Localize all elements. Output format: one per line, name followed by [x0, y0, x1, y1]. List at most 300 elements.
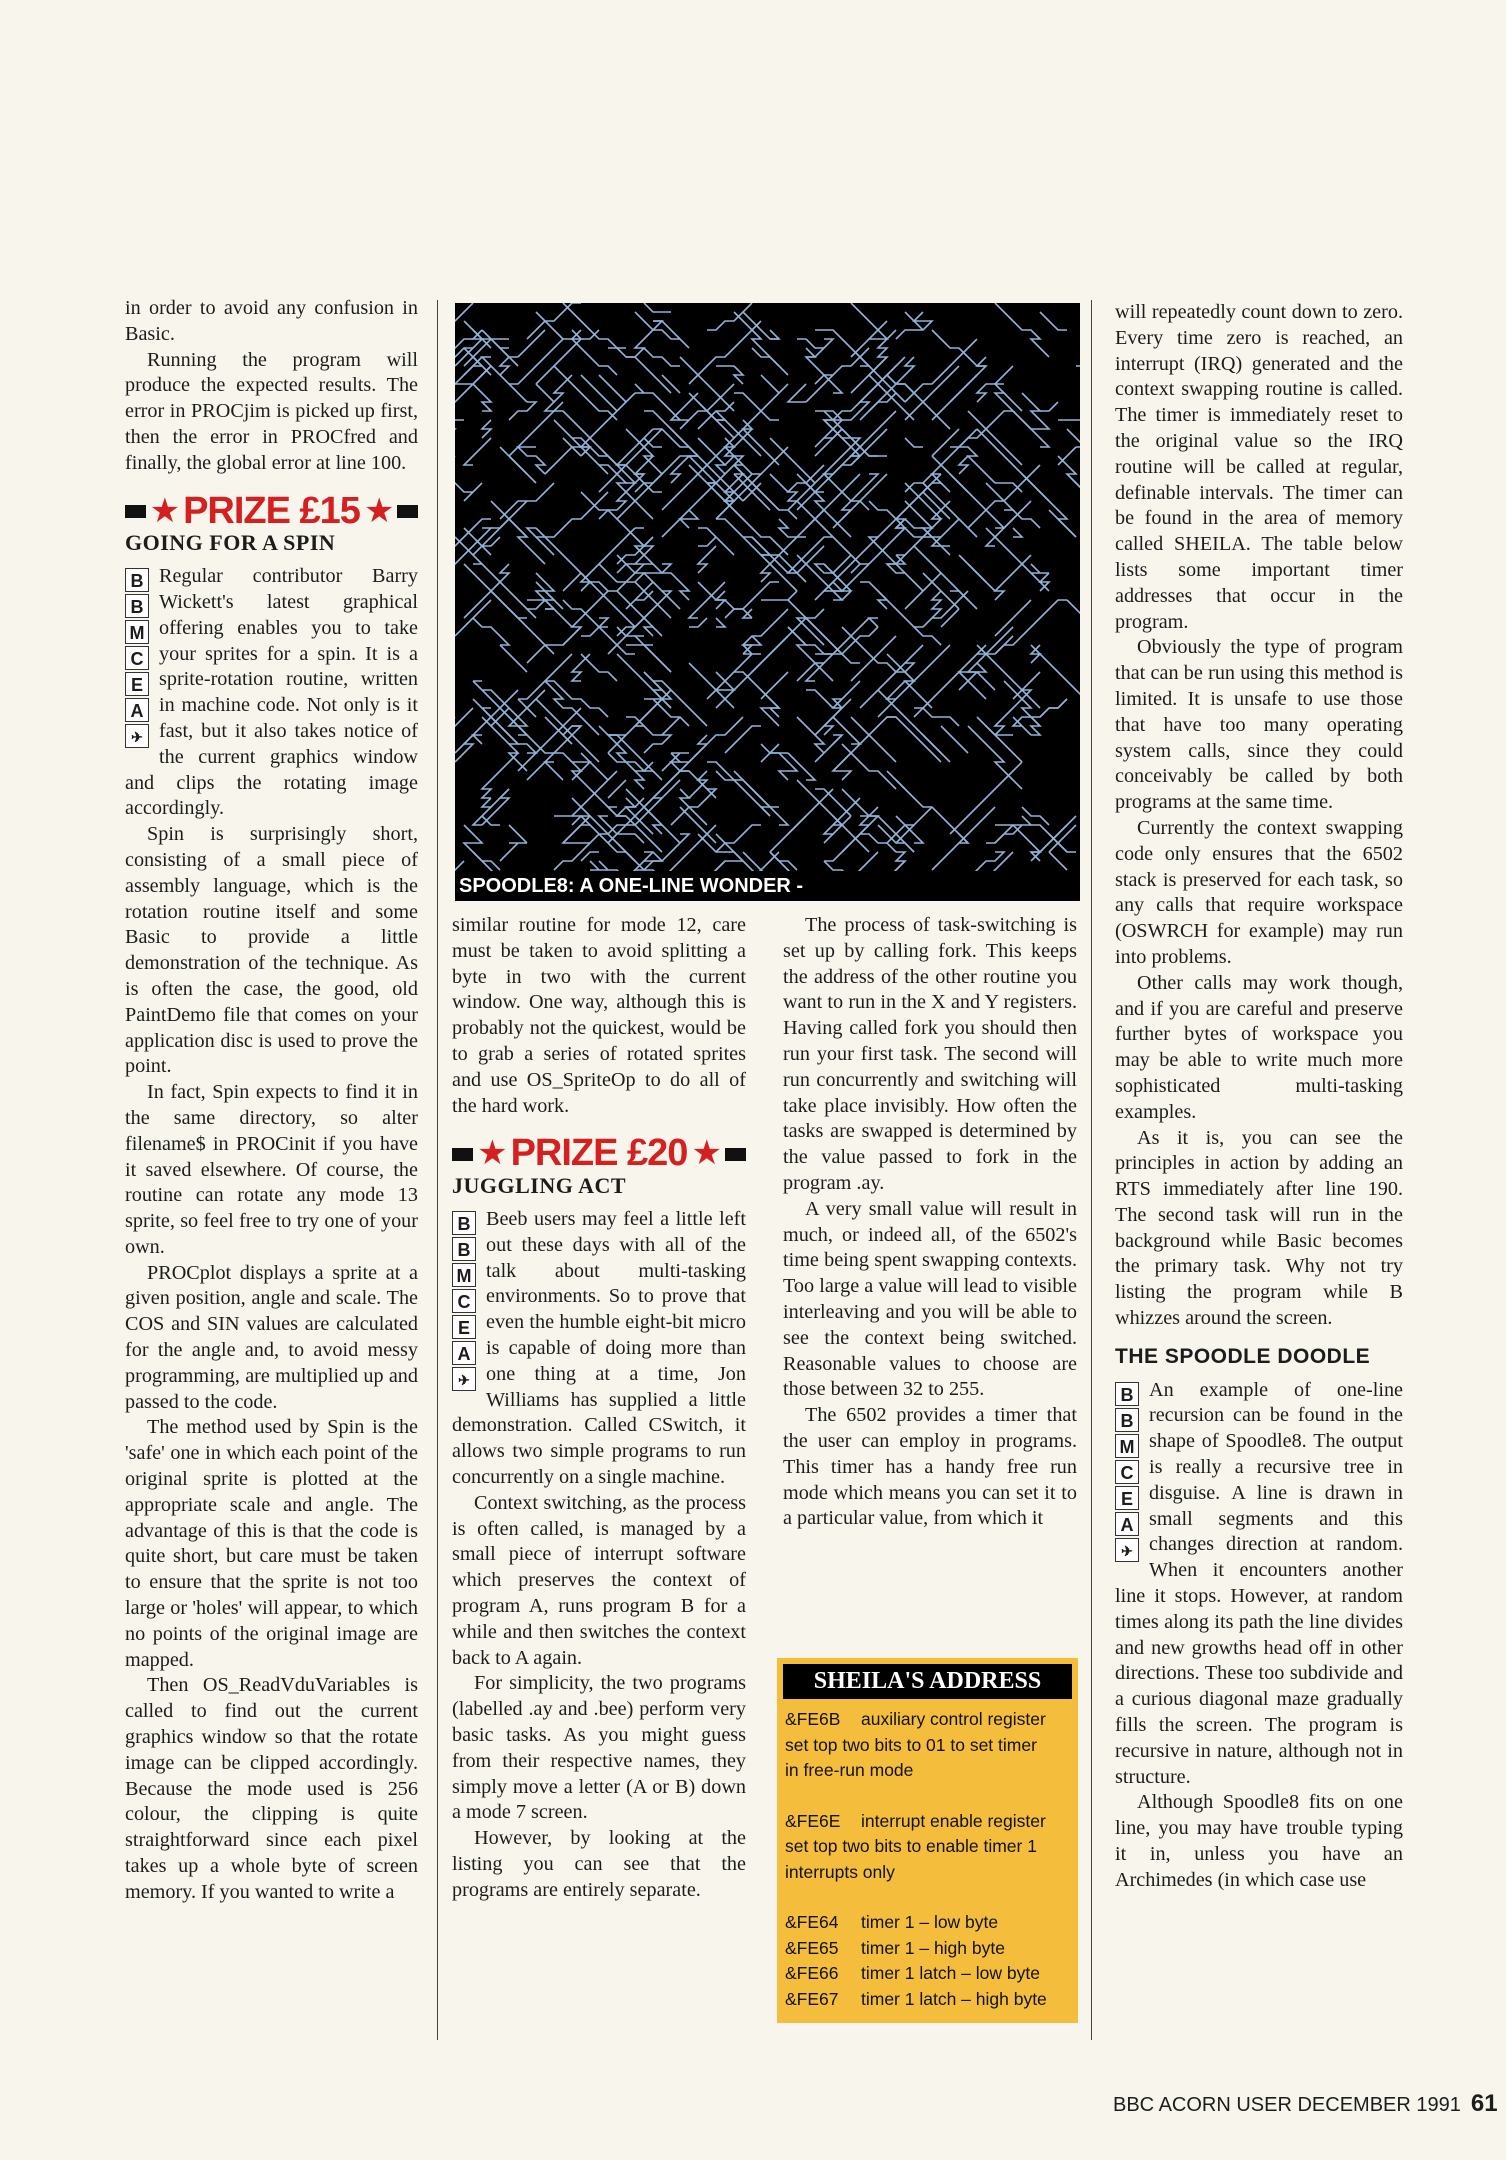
maze-segment — [986, 726, 1022, 762]
badge-e-icon: E — [452, 1315, 476, 1339]
paragraph: Obviously the type of program that can be run using this method is limited. It is unsafe to use those that have too many operating system calls, since they could conceivably be called by both programs at the same time. — [1115, 636, 1403, 814]
maze-segment — [824, 411, 842, 438]
divider — [725, 1148, 746, 1161]
maze-segment — [572, 330, 617, 375]
maze-segment — [653, 771, 689, 798]
maze-segment — [887, 681, 905, 699]
maze-segment — [455, 474, 473, 492]
maze-segment — [824, 798, 860, 843]
star-icon: ★ — [149, 491, 180, 530]
column-4 — [1115, 300, 1403, 1894]
badge-c-icon: C — [1115, 1460, 1139, 1484]
section-heading: JUGGLING ACT — [452, 1173, 627, 1199]
paragraph: similar routine for mode 12, care must be taken to avoid splitting a byte in two with the current window. One way, although this is probably not the quickest, would be to grab a series of rotated sprites and use OS_SpriteOp to do all of the hard work. — [452, 914, 746, 1117]
maze-segment — [464, 438, 491, 465]
maze-segment — [887, 717, 941, 762]
maze-segment — [473, 384, 491, 411]
paragraph: PROCplot displays a sprite at a given position, angle and scale. The COS and SIN values are calculated for the angle and, to avoid messy programming, are multiplied up and passed to the code. — [125, 1261, 418, 1413]
maze-segment — [680, 735, 707, 762]
address: &FE66 — [785, 1963, 839, 1983]
badge-m-icon: M — [125, 620, 149, 644]
badge-e-icon: E — [125, 672, 149, 696]
table-row — [785, 1961, 1070, 1987]
paragraph: Then OS_ReadVduVariables is called to find out the current graphics window so that the rotate image can be clipped accordingly. Because the mode used is 256 colour, the clipping is quite straightforward since each pixel takes up a whole byte of screen memory. If you wanted to write a — [125, 1674, 418, 1903]
badge-archimedes-icon: ✈ — [452, 1367, 476, 1391]
maze-segment — [482, 753, 518, 798]
maze-segment — [833, 582, 842, 591]
star-icon: ★ — [363, 491, 394, 530]
maze-segment — [977, 429, 1049, 501]
page-number: 61 — [1470, 2090, 1498, 2117]
maze-segment — [455, 366, 491, 420]
maze-segment — [563, 303, 626, 348]
maze-segment — [896, 312, 932, 339]
maze-segment — [1022, 474, 1076, 537]
maze-segment — [644, 627, 653, 636]
maze-segment — [995, 618, 1013, 636]
maze-segment — [455, 708, 473, 735]
maze-segment — [608, 591, 662, 636]
badge-c-icon: C — [125, 646, 149, 670]
maze-segment — [689, 771, 707, 798]
maze-segment — [725, 438, 743, 465]
maze-segment — [950, 762, 1022, 834]
maze-segment — [563, 825, 590, 843]
maze-segment — [806, 618, 842, 654]
address-note: in free-run mode — [785, 1760, 914, 1780]
section-heading: GOING FOR A SPIN — [125, 530, 336, 556]
divider — [397, 505, 418, 518]
box-title: SHEILA'S ADDRESS — [783, 1664, 1072, 1699]
maze-segment — [1067, 600, 1080, 618]
paragraph: Other calls may work though, and if you are careful and preserve further bytes of workspace you may be able to write much more sophisticated multi-tasking examples. — [1115, 971, 1403, 1123]
table-row — [785, 1910, 1070, 1936]
maze-segment — [905, 438, 923, 447]
badge-a-icon: A — [1115, 1512, 1139, 1536]
maze-segment — [824, 429, 842, 438]
maze-segment — [491, 519, 509, 528]
maze-segment — [1040, 402, 1058, 411]
maze-segment — [1031, 564, 1049, 573]
maze-segment — [995, 483, 1022, 492]
maze-segment — [617, 627, 635, 636]
maze-segment — [581, 816, 635, 861]
address-description: interrupt enable register — [861, 1810, 1046, 1831]
maze-segment — [797, 717, 824, 753]
maze-segment — [770, 852, 797, 870]
maze-image — [455, 303, 1080, 901]
badge-b-icon: B — [1115, 1382, 1139, 1406]
maze-segment — [797, 555, 842, 600]
badge-b-icon: B — [125, 594, 149, 618]
maze-segment — [896, 780, 968, 843]
maze-segment — [824, 816, 869, 861]
star-icon: ★ — [691, 1134, 721, 1173]
maze-segment — [914, 645, 986, 717]
maze-segment — [581, 618, 608, 636]
maze-segment — [527, 600, 545, 609]
spoodle-maze-figure — [455, 303, 1080, 901]
maze-segment — [716, 672, 734, 708]
maze-segment — [1067, 474, 1080, 501]
maze-segment — [761, 708, 779, 726]
maze-segment — [608, 780, 626, 798]
section-heading: THE SPOODLE DOODLE — [1115, 1344, 1371, 1368]
badge-b-icon: B — [125, 568, 149, 592]
maze-segment — [851, 717, 896, 762]
maze-segment — [833, 753, 851, 780]
maze-segment — [698, 546, 716, 573]
maze-segment — [500, 357, 518, 375]
maze-segment — [527, 627, 581, 663]
maze-segment — [1031, 717, 1040, 735]
maze-segment — [482, 357, 527, 402]
table-row — [785, 1987, 1070, 2013]
maze-segment — [455, 348, 473, 375]
prize-banner — [452, 1132, 746, 1175]
maze-segment — [887, 807, 932, 843]
maze-segment — [1004, 393, 1022, 411]
maze-segment — [509, 402, 563, 456]
maze-segment — [752, 789, 770, 816]
maze-segment — [878, 690, 950, 762]
paragraph: As it is, you can see the principles in action by adding an RTS immediately after line 190. The second task will run in the background while Basic becomes the primary task. Why not try listing the program while B whizzes around the screen. — [1115, 1126, 1403, 1330]
maze-segment — [869, 357, 914, 411]
star-icon: ★ — [477, 1134, 507, 1173]
badge-a-icon: A — [452, 1341, 476, 1365]
maze-segment — [716, 825, 761, 852]
paragraph: Regular contributor Barry Wickett's latest graphical offering enables you to take your sprites for a spin. It is a sprite-rotation routine, written in machine code. Not only is it fast, but it also takes notice of the current graphics window and clips the rotating image accordingly. — [125, 565, 418, 820]
maze-segment — [626, 717, 662, 735]
maze-segment — [1013, 510, 1040, 528]
figure-caption: SPOODLE8: A ONE-LINE WONDER - — [455, 871, 1080, 901]
maze-segment — [545, 447, 590, 474]
maze-segment — [797, 780, 869, 852]
maze-segment — [905, 483, 941, 519]
maze-segment — [842, 627, 896, 672]
maze-segment — [815, 564, 833, 573]
maze-segment — [734, 474, 770, 510]
maze-segment — [716, 771, 770, 816]
maze-segment — [599, 447, 662, 492]
maze-segment — [1031, 645, 1080, 699]
badge-archimedes-icon: ✈ — [125, 724, 149, 748]
maze-segment — [869, 330, 896, 375]
maze-segment — [995, 303, 1013, 321]
maze-segment — [482, 816, 500, 825]
footer-publication: BBC ACORN USER DECEMBER 1991 — [1113, 2094, 1461, 2116]
maze-segment — [599, 564, 617, 582]
prize-label: PRIZE £15 — [183, 489, 360, 532]
maze-segment — [1040, 312, 1067, 330]
maze-segment — [770, 330, 779, 339]
maze-segment — [644, 411, 698, 456]
maze-segment — [932, 330, 986, 366]
maze-segment — [1049, 852, 1067, 870]
maze-segment — [770, 816, 806, 852]
maze-segment — [464, 564, 509, 618]
platform-badges — [1115, 1382, 1141, 1564]
maze-segment — [689, 618, 707, 627]
maze-segment — [887, 771, 905, 789]
maze-segment — [500, 645, 527, 672]
maze-segment — [608, 807, 662, 852]
maze-segment — [761, 690, 779, 708]
sheila-address-box — [777, 1658, 1078, 2023]
maze-segment — [1013, 600, 1031, 618]
paragraph: An example of one-line recursion can be found in the shape of Spoodle8. The output is really a recursive tree in disguise. A line is drawn in small segments and this changes direction at random. When it encounters another line it stops. However, at random times along its path the line divides and new growths head off in other directions. These too subdivide and a curious diagonal maze gradually fills the screen. The program is recursive in nature, although not in structure. — [1115, 1378, 1403, 1788]
address-description: timer 1 – high byte — [861, 1937, 1005, 1958]
maze-segment — [509, 717, 572, 762]
maze-segment — [1076, 366, 1080, 375]
maze-segment — [968, 564, 995, 591]
column-2 — [452, 913, 746, 1903]
table-row — [785, 1809, 1070, 1835]
paragraph: In fact, Spin expects to find it in the same directory, so alter filename$ in PROCinit if you have it saved elsewhere. Of course, the routine can rotate any mode 13 sprite, so feel free to try one of your own. — [125, 1081, 418, 1258]
maze-segment — [779, 519, 806, 537]
maze-segment — [734, 366, 743, 384]
badge-m-icon: M — [1115, 1434, 1139, 1458]
maze-segment — [644, 348, 680, 366]
maze-segment — [581, 375, 617, 411]
maze-segment — [1013, 699, 1067, 726]
badge-m-icon: M — [452, 1263, 476, 1287]
maze-segment — [617, 591, 671, 636]
paragraph: in order to avoid any confusion in Basic. — [125, 297, 418, 345]
address: &FE64 — [785, 1912, 839, 1932]
maze-segment — [815, 681, 860, 735]
maze-segment — [644, 852, 662, 861]
maze-segment — [689, 321, 761, 384]
maze-segment — [806, 618, 860, 663]
maze-segment — [509, 402, 536, 420]
paragraph: will repeatedly count down to zero. Every time zero is reached, an interrupt (IRQ) generated and the context swapping routine is called. The timer is immediately reset to the original value so the IRQ routine will be called at regular, definable intervals. The timer can be found in the area of memory called SHEILA. The table below lists some important timer addresses that occur in the program. — [1115, 301, 1403, 633]
badge-e-icon: E — [1115, 1486, 1139, 1510]
maze-segment — [491, 708, 509, 726]
maze-segment — [995, 384, 1013, 411]
paragraph: Running the program will produce the expected results. The error in PROCjim is picked up first, then the error in PROCfred and finally, the global error at line 100. — [125, 348, 418, 474]
maze-segment — [572, 762, 617, 816]
maze-segment — [806, 690, 833, 708]
maze-segment — [995, 510, 1022, 528]
maze-segment — [941, 609, 959, 627]
address-table — [777, 1699, 1078, 2012]
maze-segment — [1013, 528, 1022, 537]
table-row — [785, 1707, 1070, 1733]
maze-segment — [464, 321, 500, 348]
address-note: set top two bits to enable timer 1 — [785, 1836, 1037, 1856]
address-description: auxiliary control register — [861, 1709, 1046, 1729]
maze-segment — [455, 600, 491, 636]
divider — [452, 1148, 473, 1161]
maze-segment — [635, 537, 644, 555]
maze-segment — [995, 825, 1031, 843]
maze-segment — [995, 555, 1031, 600]
maze-segment — [1058, 447, 1076, 465]
maze-segment — [455, 339, 473, 384]
maze-segment — [806, 339, 824, 348]
maze-segment — [698, 537, 716, 546]
paragraph: The method used by Spin is the 'safe' one in which each point of the original sprite is plotted at the appropriate scale and angle. The advantage of this is that the code is quite short, but care must be taken to ensure that the sprite is not too large or 'holes' will appear, to which no points of the original image are mapped. — [125, 1416, 418, 1671]
maze-segment — [833, 429, 887, 474]
maze-segment — [707, 762, 779, 807]
badge-c-icon: C — [452, 1289, 476, 1313]
maze-segment — [455, 420, 464, 429]
platform-badges — [125, 568, 151, 750]
maze-segment — [716, 420, 761, 456]
maze-segment — [536, 384, 554, 402]
maze-segment — [644, 780, 680, 807]
address: &FE6E — [785, 1810, 841, 1831]
maze-segment — [752, 609, 824, 672]
maze-segment — [473, 735, 482, 744]
maze-segment — [1013, 321, 1049, 357]
maze-segment — [509, 609, 527, 618]
maze-segment — [707, 654, 752, 699]
maze-segment — [617, 564, 635, 573]
column-rule — [437, 300, 438, 2040]
column-3 — [783, 913, 1077, 1532]
maze-segment — [680, 384, 734, 429]
maze-segment — [608, 348, 671, 393]
maze-segment — [509, 825, 527, 843]
maze-segment — [815, 375, 833, 384]
maze-segment — [977, 672, 995, 690]
maze-segment — [851, 303, 887, 339]
maze-segment — [482, 420, 491, 438]
maze-segment — [761, 375, 779, 393]
paragraph: Context switching, as the process is often called, is managed by a small piece of interrupt software which preserves the context of program A, runs program B for a while and then switches the context back to A again. — [452, 1491, 746, 1669]
paragraph: The 6502 provides a timer that the user can employ in programs. This timer has a handy free run mode which means you can set it to a particular value, from which it — [783, 1404, 1077, 1530]
maze-segment — [941, 726, 968, 753]
maze-segment — [824, 627, 878, 654]
maze-segment — [950, 447, 995, 483]
maze-segment — [896, 825, 914, 843]
maze-segment — [635, 456, 653, 474]
maze-segment — [572, 654, 590, 681]
maze-segment — [455, 303, 473, 348]
paragraph: For simplicity, the two programs (labelled .ay and .bee) perform very basic tasks. As you might guess from their respective names, they simply move a letter (A or B) down a mode 7 screen. — [452, 1672, 746, 1824]
maze-segment — [518, 654, 572, 699]
page-footer — [1113, 2090, 1498, 2118]
address-note: interrupts only — [785, 1861, 895, 1882]
maze-segment — [581, 852, 599, 861]
maze-segment — [572, 816, 581, 825]
maze-segment — [464, 825, 500, 870]
badge-b-icon: B — [452, 1237, 476, 1261]
paragraph: A very small value will result in much, or indeed all, of the 6502's time being spent swapping contexts. Too large a value will lead to visible interleaving and you will be able to see the context being switched. Reasonable values to choose are those between 32 to 255. — [783, 1197, 1077, 1401]
address: &FE6B — [785, 1709, 841, 1729]
maze-segment — [887, 564, 923, 591]
maze-segment — [734, 672, 779, 717]
maze-segment — [725, 474, 743, 501]
maze-segment — [599, 474, 644, 519]
maze-segment — [662, 375, 680, 393]
maze-segment — [644, 303, 671, 312]
maze-segment — [608, 753, 644, 789]
paragraph: The process of task-switching is set up by calling fork. This keeps the address of the other routine you want to run in the X and Y registers. Having called fork you should then run your first task. The second will run concurrently and switching will take place invisibly. How often the tasks are swapped is determined by the value passed to fork in the program .ay. — [783, 914, 1077, 1194]
maze-segment — [671, 753, 716, 798]
maze-segment — [734, 465, 752, 474]
maze-segment — [635, 636, 671, 672]
paragraph: However, by looking at the listing you can see that the programs are entirely separate. — [452, 1827, 746, 1901]
badge-a-icon: A — [125, 698, 149, 722]
paragraph: Spin is surprisingly short, consisting of a small piece of assembly language, which is the rotation routine itself and some Basic to provide a little demonstration of the technique. As is often the case, the good, old PaintDemo file that comes on your application disc is used to prove the point. — [125, 823, 418, 1078]
address: &FE65 — [785, 1937, 839, 1958]
address: &FE67 — [785, 1988, 839, 2009]
maze-segment — [1022, 807, 1049, 825]
badge-b-icon: B — [1115, 1408, 1139, 1432]
maze-segment — [860, 582, 887, 609]
maze-segment — [959, 456, 968, 474]
maze-segment — [509, 690, 545, 726]
maze-segment — [554, 771, 617, 816]
maze-segment — [761, 744, 797, 780]
maze-segment — [644, 438, 662, 447]
maze-segment — [707, 303, 752, 330]
maze-segment — [860, 663, 905, 708]
maze-segment — [626, 591, 653, 609]
maze-segment — [797, 465, 815, 483]
paragraph: Although Spoodle8 fits on one line, you may have trouble typing it in, unless you have an Archimedes (in which case use — [1115, 1791, 1403, 1891]
maze-segment — [1022, 834, 1040, 861]
maze-segment — [536, 492, 608, 537]
maze-segment — [689, 510, 698, 519]
maze-segment — [635, 690, 671, 726]
maze-segment — [716, 618, 725, 627]
maze-segment — [680, 519, 689, 528]
maze-segment — [500, 843, 527, 861]
maze-segment — [644, 537, 653, 555]
maze-segment — [482, 537, 500, 546]
maze-segment — [527, 303, 581, 339]
maze-segment — [950, 591, 977, 609]
maze-segment — [572, 438, 635, 483]
maze-segment — [761, 591, 797, 600]
maze-segment — [716, 411, 725, 420]
column-rule — [1091, 300, 1092, 2040]
maze-segment — [905, 339, 977, 402]
column-1 — [125, 296, 418, 1906]
address-description: timer 1 – low byte — [861, 1912, 999, 1932]
maze-segment — [473, 618, 509, 645]
platform-badges — [452, 1211, 478, 1393]
badge-archimedes-icon: ✈ — [1115, 1538, 1139, 1562]
maze-segment — [752, 348, 788, 375]
maze-segment — [869, 501, 914, 537]
maze-segment — [770, 474, 788, 492]
prize-label: PRIZE £20 — [510, 1132, 688, 1175]
paragraph: Currently the context swapping code only ensures that the 6502 stack is preserved for each task, so any calls that require workspace (OSWRCH for example) may run into problems. — [1115, 816, 1403, 968]
maze-segment — [833, 555, 851, 573]
maze-segment — [698, 528, 734, 555]
maze-segment — [590, 861, 608, 870]
badge-b-icon: B — [452, 1211, 476, 1235]
divider — [125, 505, 146, 518]
maze-segment — [617, 564, 671, 591]
address-note: set top two bits to 01 to set timer — [785, 1734, 1037, 1755]
maze-segment — [797, 663, 824, 681]
maze-segment — [545, 762, 563, 780]
maze-segment — [689, 663, 716, 690]
table-row — [785, 1936, 1070, 1962]
maze-segment — [788, 384, 806, 402]
maze-segment — [752, 537, 806, 582]
maze-segment — [734, 771, 788, 825]
maze-segment — [923, 483, 941, 492]
maze-segment — [1040, 573, 1049, 591]
paragraph: Beeb users may feel a little left out these days with all of the talk about multi-tasking environments. So to prove that even the humble eight-bit micro is capable of doing more than one thing at a time, Jon Williams has supplied a little demonstration. Called CSwitch, it allows two simple programs to run concurrently on a single machine. — [452, 1207, 746, 1488]
